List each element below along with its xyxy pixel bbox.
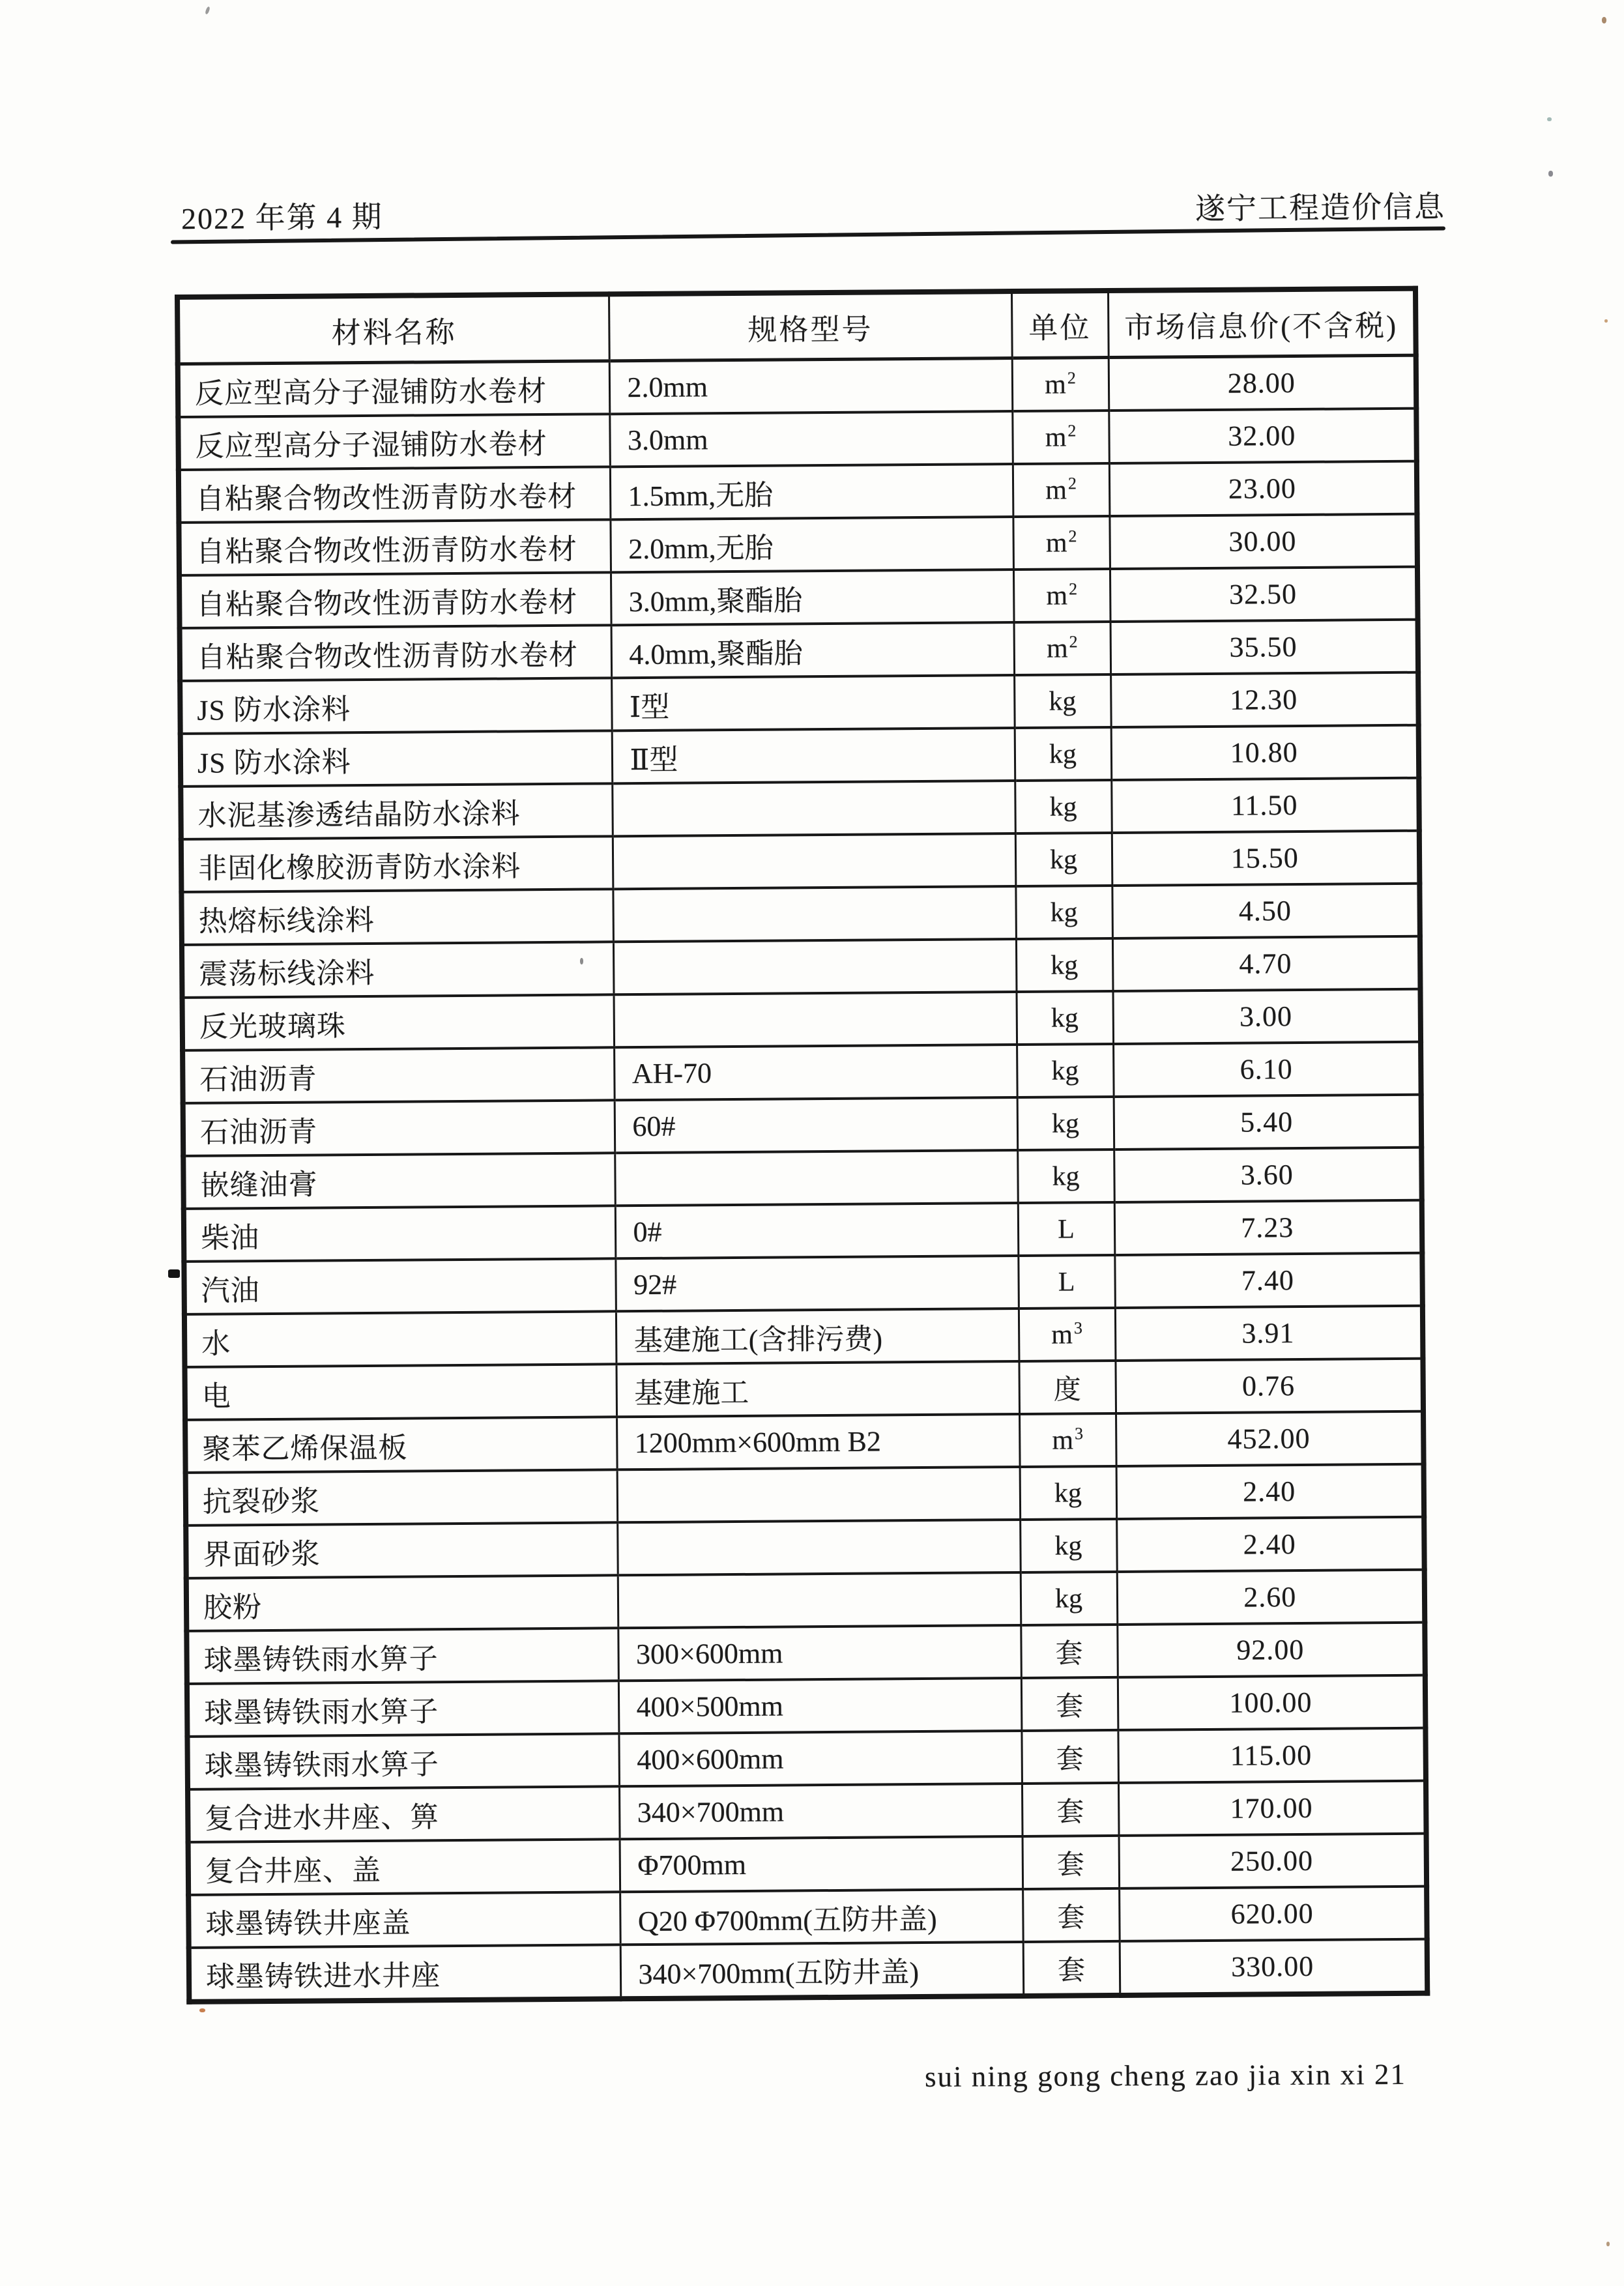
price-cell: 6.10 — [1113, 1042, 1421, 1097]
unit-base: kg — [1051, 1108, 1080, 1139]
unit-cell — [1012, 411, 1109, 464]
price-cell: 170.00 — [1118, 1781, 1427, 1836]
price-cell: 4.50 — [1112, 884, 1420, 938]
table-row — [185, 1411, 1424, 1473]
table-row — [182, 989, 1421, 1050]
unit-cell — [1015, 833, 1112, 886]
unit-base: m — [1046, 580, 1068, 611]
spec-cell: 3.0mm,聚酯胎 — [611, 570, 1014, 625]
material-name-cell: 非固化橡胶沥青防水涂料 — [181, 836, 613, 892]
unit-base: kg — [1051, 1055, 1079, 1086]
price-cell: 7.23 — [1114, 1200, 1423, 1255]
unit-superscript: 2 — [1068, 579, 1078, 599]
table-row — [186, 1517, 1425, 1578]
unit-base: L — [1058, 1266, 1075, 1297]
price-cell: 23.00 — [1109, 461, 1417, 516]
page-footer: sui ning gong cheng zao jia xin xi 21 — [924, 2058, 1407, 2093]
price-cell: 30.00 — [1109, 514, 1417, 569]
table-row — [183, 1095, 1422, 1156]
price-cell: 4.70 — [1112, 936, 1421, 991]
material-name-cell: 自粘聚合物改性沥青防水卷材 — [179, 467, 611, 523]
table-row — [188, 1834, 1427, 1895]
unit-cell — [1013, 569, 1110, 622]
price-cell: 330.00 — [1120, 1939, 1428, 1995]
table-row — [186, 1464, 1425, 1526]
spec-cell: 2.0mm — [609, 358, 1013, 414]
spec-cell: 1.5mm,无胎 — [610, 464, 1013, 519]
spec-cell — [613, 833, 1016, 889]
unit-cell — [1014, 674, 1111, 728]
column-header: 规格型号 — [609, 291, 1012, 361]
unit-superscript: 2 — [1067, 474, 1077, 493]
unit-base: m — [1052, 1425, 1074, 1456]
unit-base: m — [1046, 633, 1068, 664]
unit-base: kg — [1051, 949, 1079, 981]
price-cell: 2.60 — [1117, 1570, 1425, 1625]
unit-base: 套 — [1055, 1638, 1083, 1670]
unit-base: kg — [1052, 1161, 1080, 1192]
spec-cell: Φ700mm — [620, 1836, 1023, 1892]
price-cell: 5.40 — [1114, 1095, 1422, 1150]
price-cell: 100.00 — [1118, 1675, 1426, 1730]
spec-cell: 400×600mm — [618, 1731, 1022, 1786]
price-cell: 115.00 — [1118, 1728, 1426, 1783]
unit-cell — [1013, 516, 1110, 570]
spec-cell: 400×500mm — [618, 1678, 1022, 1733]
spec-cell — [617, 1467, 1021, 1522]
spec-cell: Ⅱ型 — [612, 728, 1015, 783]
scan-speck — [1604, 319, 1608, 323]
material-name-cell: 聚苯乙烯保温板 — [185, 1417, 617, 1473]
material-name-cell: 球墨铸铁雨水箅子 — [187, 1681, 619, 1737]
spec-cell: 60# — [615, 1097, 1018, 1153]
table-row — [179, 514, 1417, 575]
price-cell: 3.91 — [1115, 1306, 1423, 1361]
table-row — [184, 1200, 1423, 1262]
material-name-cell: 石油沥青 — [182, 1047, 615, 1103]
material-name-cell: JS 防水涂料 — [181, 731, 613, 787]
scan-speck — [580, 958, 583, 964]
price-cell: 2.40 — [1116, 1517, 1425, 1572]
unit-cell — [1022, 1888, 1120, 1942]
price-cell: 35.50 — [1110, 620, 1419, 674]
price-cell: 452.00 — [1116, 1411, 1424, 1466]
material-name-cell: 热熔标线涂料 — [181, 889, 613, 945]
unit-cell — [1016, 938, 1113, 992]
price-cell: 3.60 — [1114, 1148, 1422, 1202]
unit-cell — [1022, 1836, 1120, 1889]
unit-cell — [1020, 1466, 1117, 1520]
spec-cell: 92# — [615, 1256, 1019, 1311]
unit-superscript: 2 — [1067, 421, 1077, 441]
price-cell: 32.50 — [1110, 567, 1418, 622]
table-row — [184, 1253, 1423, 1314]
price-cell: 2.40 — [1116, 1464, 1425, 1519]
unit-base: 套 — [1056, 1849, 1085, 1881]
unit-cell — [1021, 1677, 1118, 1731]
spec-cell: 340×700mm(五防井盖) — [620, 1942, 1024, 1999]
unit-cell — [1021, 1572, 1118, 1625]
unit-base: 套 — [1055, 1691, 1084, 1722]
table-row — [181, 778, 1419, 839]
material-name-cell: 球墨铸铁雨水箅子 — [187, 1733, 619, 1789]
unit-cell — [1017, 1097, 1114, 1150]
material-name-cell: 自粘聚合物改性沥青防水卷材 — [179, 519, 611, 575]
price-table-body — [178, 355, 1428, 2002]
unit-base: m — [1045, 422, 1067, 453]
table-row — [178, 409, 1417, 470]
table-row — [188, 1781, 1427, 1842]
unit-base: L — [1058, 1213, 1075, 1245]
table-row — [184, 1306, 1423, 1367]
table-row — [180, 620, 1419, 681]
table-row — [181, 831, 1420, 892]
table-header-row — [177, 289, 1416, 364]
scan-speck — [199, 2008, 205, 2012]
price-cell: 620.00 — [1119, 1887, 1427, 1941]
column-header: 单位 — [1011, 291, 1109, 358]
scan-speck — [168, 1269, 180, 1278]
unit-superscript: 3 — [1073, 1318, 1083, 1338]
material-name-cell: JS 防水涂料 — [180, 678, 612, 734]
unit-cell — [1015, 886, 1112, 939]
unit-base: 套 — [1057, 1902, 1085, 1933]
table-row — [188, 1887, 1427, 1948]
material-name-cell: 柴油 — [184, 1206, 616, 1262]
spec-cell: 2.0mm,无胎 — [610, 517, 1013, 572]
material-name-cell: 电 — [184, 1364, 616, 1420]
spec-cell: 340×700mm — [619, 1784, 1022, 1839]
spec-cell: 基建施工 — [616, 1361, 1019, 1417]
unit-base: kg — [1051, 1002, 1079, 1034]
table-row — [187, 1728, 1426, 1789]
material-name-cell: 反应型高分子湿铺防水卷材 — [178, 361, 610, 417]
spec-cell: 300×600mm — [618, 1625, 1021, 1681]
unit-base: kg — [1049, 844, 1078, 875]
unit-cell — [1021, 1625, 1118, 1678]
unit-cell — [1017, 991, 1114, 1045]
unit-base: m — [1044, 369, 1066, 400]
table-row — [180, 673, 1419, 734]
column-header: 市场信息价(不含税) — [1108, 289, 1416, 358]
price-cell: 32.00 — [1109, 409, 1417, 463]
price-cell: 12.30 — [1110, 673, 1419, 727]
unit-cell — [1012, 358, 1109, 412]
unit-base: kg — [1050, 897, 1078, 928]
unit-cell — [1018, 1202, 1115, 1256]
spec-cell: AH-70 — [614, 1045, 1017, 1100]
unit-cell — [1019, 1308, 1116, 1361]
spec-cell — [613, 939, 1017, 994]
material-name-cell: 自粘聚合物改性沥青防水卷材 — [179, 572, 611, 628]
price-cell: 0.76 — [1115, 1359, 1423, 1413]
spec-cell — [617, 1520, 1021, 1575]
unit-cell — [1013, 463, 1110, 517]
price-cell: 7.40 — [1114, 1253, 1423, 1308]
spec-cell: Ⅰ型 — [611, 675, 1015, 731]
unit-cell — [1015, 780, 1112, 833]
table-row — [189, 1939, 1428, 2002]
spec-cell: 0# — [615, 1203, 1019, 1258]
scan-speck — [205, 7, 210, 15]
unit-superscript: 2 — [1067, 368, 1076, 388]
unit-cell — [1018, 1255, 1115, 1309]
unit-base: kg — [1049, 791, 1077, 822]
issue-label: 2022 年第 4 期 — [181, 200, 383, 236]
unit-base: kg — [1054, 1530, 1082, 1561]
table-row — [182, 936, 1421, 998]
material-name-cell: 抗裂砂浆 — [186, 1469, 618, 1526]
unit-base: kg — [1049, 686, 1077, 717]
unit-base: m — [1045, 527, 1067, 558]
unit-superscript: 2 — [1068, 527, 1077, 546]
price-cell: 28.00 — [1109, 355, 1417, 411]
table-row — [181, 725, 1419, 787]
scan-speck — [1547, 117, 1552, 121]
spec-cell — [612, 781, 1015, 836]
material-name-cell: 石油沥青 — [183, 1100, 615, 1156]
spec-cell: 3.0mm — [609, 411, 1013, 467]
unit-cell — [1021, 1730, 1118, 1784]
price-cell: 92.00 — [1117, 1623, 1425, 1677]
column-header: 材料名称 — [177, 294, 609, 364]
table-row — [181, 884, 1420, 945]
material-name-cell: 界面砂浆 — [186, 1522, 618, 1578]
spec-cell: 1200mm×600mm B2 — [616, 1414, 1020, 1469]
unit-superscript: 2 — [1069, 632, 1078, 652]
spec-cell: 4.0mm,聚酯胎 — [611, 622, 1015, 678]
unit-base: kg — [1054, 1477, 1082, 1509]
spec-cell — [615, 1150, 1018, 1206]
table-row — [184, 1359, 1423, 1420]
unit-cell — [1017, 1150, 1114, 1203]
material-name-cell: 复合井座、盖 — [188, 1839, 620, 1895]
spec-cell: Q20 Φ700mm(五防井盖) — [620, 1889, 1023, 1945]
price-cell: 250.00 — [1119, 1834, 1427, 1888]
table-row — [186, 1570, 1425, 1631]
unit-base: 套 — [1056, 1744, 1084, 1775]
table-row — [186, 1623, 1425, 1684]
table-row — [182, 1042, 1421, 1103]
spec-cell — [614, 992, 1017, 1047]
table-row — [187, 1675, 1426, 1737]
scan-speck — [1602, 17, 1606, 23]
publication-title: 遂宁工程造价信息 — [1195, 190, 1446, 226]
material-name-cell: 汽油 — [184, 1258, 616, 1314]
material-name-cell: 水泥基渗透结晶防水涂料 — [181, 783, 613, 839]
material-price-table — [175, 286, 1430, 2004]
material-name-cell: 反应型高分子湿铺防水卷材 — [178, 414, 610, 470]
unit-base: 套 — [1056, 1797, 1084, 1828]
material-name-cell: 复合进水井座、箅 — [188, 1786, 620, 1842]
material-name-cell: 胶粉 — [186, 1575, 618, 1631]
spec-cell — [613, 886, 1016, 942]
material-name-cell: 自粘聚合物改性沥青防水卷材 — [180, 625, 612, 681]
price-cell: 10.80 — [1111, 725, 1419, 780]
unit-cell — [1023, 1941, 1120, 1996]
unit-cell — [1020, 1519, 1117, 1572]
scan-speck — [1606, 2242, 1610, 2246]
unit-base: 套 — [1057, 1955, 1086, 1986]
unit-cell — [1014, 622, 1111, 675]
unit-cell — [1015, 727, 1112, 781]
material-name-cell: 球墨铸铁进水井座 — [189, 1945, 621, 2002]
price-cell: 11.50 — [1111, 778, 1419, 833]
price-table-container — [175, 286, 1425, 2004]
spec-cell — [618, 1572, 1021, 1628]
material-name-cell: 反光玻璃珠 — [182, 994, 615, 1050]
material-name-cell: 震荡标线涂料 — [182, 942, 614, 998]
unit-cell — [1017, 1044, 1114, 1097]
table-row — [179, 567, 1418, 628]
unit-cell — [1019, 1361, 1116, 1414]
material-name-cell: 球墨铸铁井座盖 — [188, 1892, 620, 1948]
scan-speck — [1548, 171, 1553, 177]
price-cell: 3.00 — [1112, 989, 1421, 1044]
unit-superscript: 3 — [1074, 1424, 1084, 1443]
unit-base: kg — [1054, 1583, 1083, 1614]
unit-base: m — [1045, 474, 1067, 506]
unit-base: kg — [1049, 738, 1077, 770]
unit-cell — [1019, 1413, 1116, 1467]
unit-base: 度 — [1053, 1374, 1081, 1406]
material-name-cell: 球墨铸铁雨水箅子 — [186, 1628, 618, 1684]
table-row — [179, 461, 1417, 523]
table-row — [183, 1148, 1422, 1209]
unit-cell — [1022, 1783, 1119, 1836]
material-name-cell: 水 — [184, 1311, 616, 1367]
price-cell: 15.50 — [1112, 831, 1420, 886]
spec-cell: 基建施工(含排污费) — [616, 1309, 1019, 1364]
table-row — [178, 355, 1417, 417]
material-name-cell: 嵌缝油膏 — [183, 1153, 615, 1209]
unit-base: m — [1051, 1319, 1073, 1350]
